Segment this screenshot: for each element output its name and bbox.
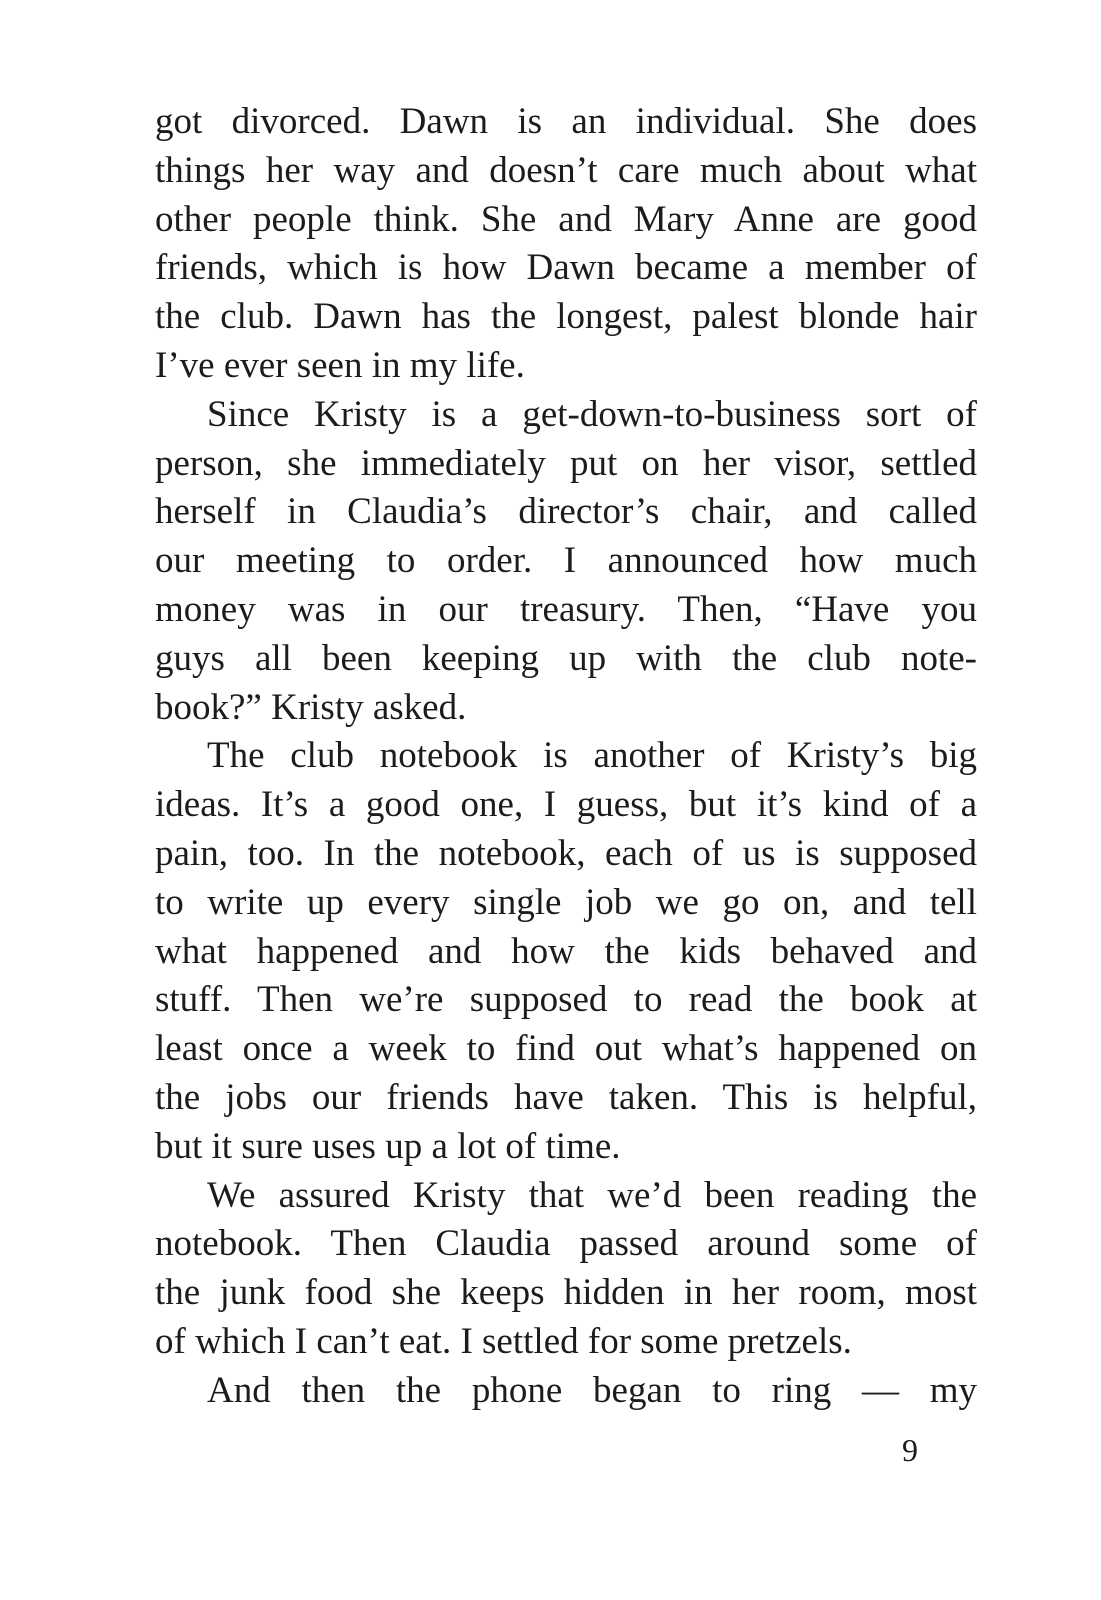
text-line: got divorced. Dawn is an individual. She does <box>155 101 977 142</box>
text-line: what happened and how the kids behaved and <box>155 930 977 972</box>
text-line: We assured Kristy that we’d been reading the <box>207 1174 977 1216</box>
text-line: person, she immediately put on her visor, settled <box>155 442 977 484</box>
text-line: And then the phone began to ring — my <box>207 1369 977 1411</box>
text-line: the jobs our friends have taken. This is helpful, <box>155 1076 977 1118</box>
text-line: pain, too. In the notebook, each of us is supposed <box>155 832 977 874</box>
text-line: Since Kristy is a get-down-to-business sort of <box>207 393 977 435</box>
text-line: ideas. It’s a good one, I guess, but it’s kind of a <box>155 784 977 826</box>
text-line: friends, which is how Dawn became a member of <box>155 247 977 289</box>
text-line: stuff. Then we’re supposed to read the book at <box>155 979 977 1021</box>
text-line: notebook. Then Claudia passed around some of <box>155 1223 977 1265</box>
page-number: 9 <box>902 1432 918 1468</box>
text-line: book?” Kristy asked. <box>155 686 467 728</box>
text-line: of which I can’t eat. I settled for some pretzels. <box>155 1320 852 1362</box>
text-line: but it sure uses up a lot of time. <box>155 1125 621 1167</box>
text-line: the club. Dawn has the longest, palest blonde hair <box>155 296 977 338</box>
text-line: guys all been keeping up with the club note- <box>155 637 977 679</box>
text-line: our meeting to order. I announced how much <box>155 540 977 582</box>
text-line: herself in Claudia’s director’s chair, and called <box>155 491 977 533</box>
text-line: things her way and doesn’t care much about what <box>155 149 977 191</box>
body-text <box>155 98 977 1416</box>
text-line: least once a week to find out what’s happened on <box>155 1028 977 1070</box>
text-line: other people think. She and Mary Anne are good <box>155 198 977 240</box>
text-line: money was in our treasury. Then, “Have you <box>155 588 977 630</box>
text-line: I’ve ever seen in my life. <box>155 344 525 386</box>
text-line: The club notebook is another of Kristy’s big <box>207 735 977 777</box>
text-line: to write up every single job we go on, and tell <box>155 881 977 923</box>
text-line: the junk food she keeps hidden in her room, most <box>155 1272 977 1314</box>
